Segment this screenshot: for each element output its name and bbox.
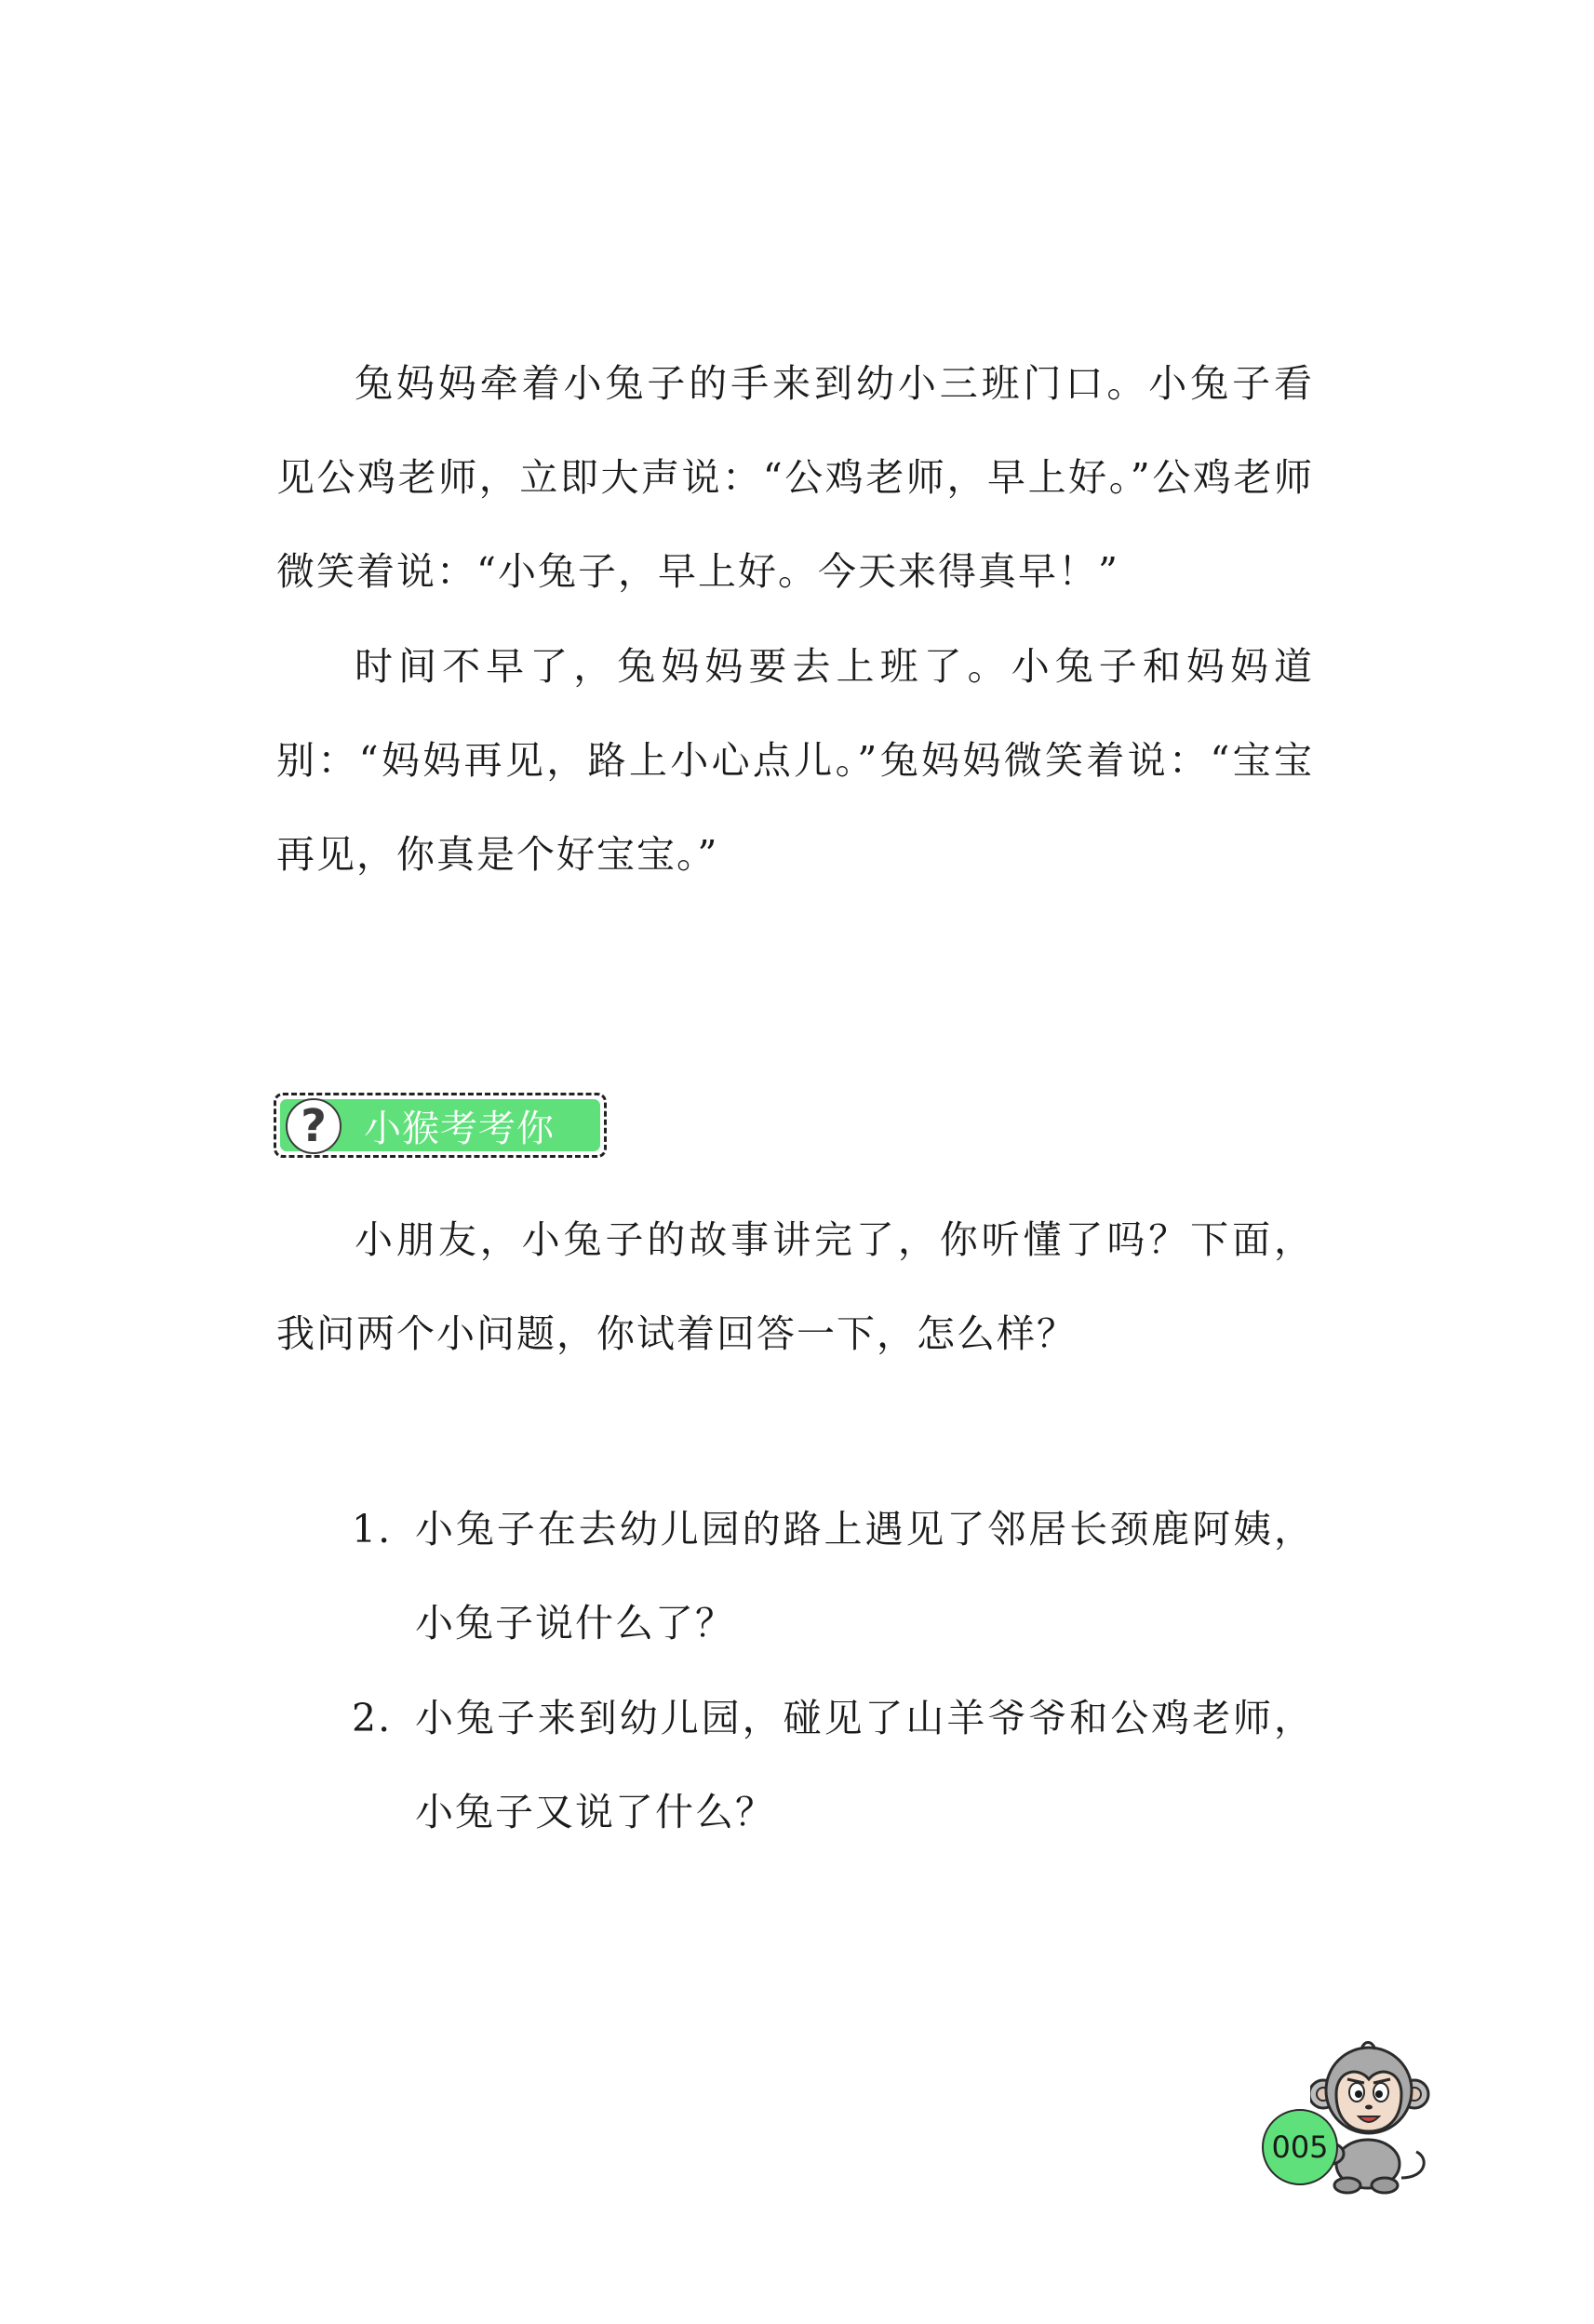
section-header-badge — [274, 1093, 607, 1158]
story-paragraph-1: 兔妈妈牵着小兔子的手来到幼小三班门口。小兔子看见公鸡老师，立即大声说：“公鸡老师，早上好。”公鸡老师微笑着说：“小兔子，早上好。今天来得真早！” — [276, 361, 1314, 594]
question-mark-icon: ? — [286, 1098, 342, 1154]
question-number: 2. — [352, 1696, 393, 1740]
question-text: 小兔子在去幼儿园的路上遇见了邻居长颈鹿阿姨，小兔子说什么了？ — [415, 1507, 1314, 1646]
question-text: 小兔子来到幼儿园，碰见了山羊爷爷和公鸡老师，小兔子又说了什么？ — [415, 1696, 1314, 1834]
intro-paragraph: 小朋友，小兔子的故事讲完了，你听懂了吗？下面，我问两个小问题，你试着回答一下，怎么样？ — [276, 1217, 1314, 1356]
section-header-fill — [280, 1099, 600, 1151]
section-title: 小猴考考你 — [364, 1107, 555, 1150]
question-item-1 — [352, 1483, 1314, 1671]
story-paragraph-2: 时间不早了，兔妈妈要去上班了。小兔子和妈妈道别：“妈妈再见，路上小心点儿。”兔妈妈微笑着说：“宝宝再见，你真是个好宝宝。” — [276, 644, 1314, 877]
question-item-2 — [352, 1672, 1314, 1860]
question-number: 1. — [352, 1507, 393, 1552]
page-number: 005 — [1262, 2109, 1338, 2185]
monkey-mascot-icon — [1310, 2038, 1431, 2196]
